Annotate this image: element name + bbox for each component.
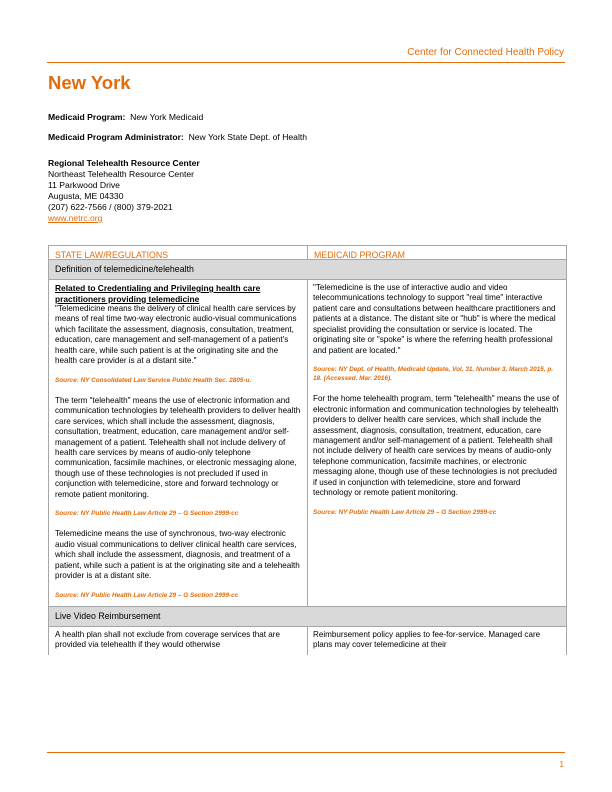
source-citation: Source: NY Dept. of Health, Medicaid Update, Vol. 31, Number 3, March 2015, p. 18. (Accessed. Mar. 2016). bbox=[313, 366, 554, 383]
paragraph: Telemedicine means the use of synchronous, two-way electronic audio visual communications to deliver clinical health care services, which shall include the assessment, diagnosis, and treatment of a patient, while such a patient is at the originating site and a telehealth provider is at a distant site. bbox=[55, 529, 300, 581]
section-title-definition: Definition of telemedicine/telehealth bbox=[49, 260, 566, 279]
medicaid-admin-label: Medicaid Program Administrator: bbox=[48, 132, 184, 142]
rtrc-line: 11 Parkwood Drive bbox=[48, 180, 120, 190]
cell-state-law-definition bbox=[49, 280, 308, 606]
footer-rule bbox=[47, 752, 565, 753]
cell-medicaid-live-video bbox=[308, 627, 566, 655]
source-citation: Source: NY Public Health Law Article 29 – G Section 2999-cc bbox=[55, 591, 239, 599]
medicaid-admin bbox=[48, 132, 307, 143]
rtrc-line: Northeast Telehealth Resource Center bbox=[48, 169, 195, 179]
state-title: New York bbox=[48, 72, 131, 93]
subheading-credentialing: Related to Credentialing and Privileging health care practitioners providing telemedicine bbox=[55, 283, 261, 304]
table-header-row bbox=[49, 246, 566, 260]
header-org: Center for Connected Health Policy bbox=[407, 47, 564, 58]
header-rule bbox=[47, 62, 565, 63]
paragraph: For the home telehealth program, term "telehealth" means the use of electronic information and communication technologies by telehealth providers to deliver health care services, which shall include the assessment, diagnosis, consultation, treatment, education, care management and/or self-management of a patient. Telehealth shall not include delivery of health care services by means of audio-only telephone communication, facsimile machines, or electronic messaging alone, though use of these technologies is not precluded if used in conjunction with telemedicine, store and forward technology or remote patient monitoring. bbox=[313, 394, 559, 498]
paragraph: The term "telehealth" means the use of electronic information and communication technologies by telehealth providers to deliver health care services, which shall include the assessment, diagnosis, consultation, treatment, education, care management and/or self-management of a patient. Telehealth shall not include delivery of health care services by means of audio-only telephone communication, facsimile machines, or electronic messaging alone, though use of these technologies is not precluded if used in conjunction with telemedicine, store and forward technology or remote patient monitoring. bbox=[55, 395, 301, 499]
rtrc-line: (207) 622-7566 / (800) 379-2021 bbox=[48, 202, 173, 212]
medicaid-program bbox=[48, 112, 203, 123]
policy-table bbox=[48, 245, 567, 655]
paragraph: Reimbursement policy applies to fee-for-service. Managed care plans may cover telemedicine at their bbox=[313, 629, 541, 649]
rtrc-title: Regional Telehealth Resource Center bbox=[48, 158, 200, 168]
rtrc-link[interactable]: www.netrc.org bbox=[48, 213, 103, 223]
source-citation: Source: NY Consolidated Law Service Public Health Sec. 2805-u. bbox=[55, 376, 252, 384]
rtrc-block bbox=[48, 158, 200, 224]
source-citation: Source: NY Public Health Law Article 29 – G Section 2999-cc bbox=[55, 510, 239, 518]
section-title-live-video: Live Video Reimbursement bbox=[49, 607, 566, 626]
col-header-medicaid: MEDICAID PROGRAM bbox=[314, 250, 405, 260]
paragraph: "Telemedicine means the delivery of clinical health care services by means of real time two-way electronic audio-visual communications which facilitate the assessment, diagnosis, consultation, treatment, education, care management and self-management of a patient's health care, while such patient is at the originating site and the health care provider is at a distant site." bbox=[55, 304, 297, 366]
cell-medicaid-definition bbox=[308, 280, 566, 606]
table-row-definition bbox=[49, 280, 566, 607]
section-row-definition bbox=[49, 260, 566, 280]
paragraph: A health plan shall not exclude from coverage services that are provided via telehealth if they would otherwise bbox=[55, 629, 280, 649]
source-citation: Source: NY Public Health Law Article 29 – G Section 2999-cc bbox=[313, 508, 497, 516]
col-header-state-law: STATE LAW/REGULATIONS bbox=[49, 246, 308, 259]
medicaid-admin-value: New York State Dept. of Health bbox=[188, 132, 308, 142]
paragraph: "Telemedicine is the use of interactive audio and video telecommunications technology to support "real time" interactive patient care and consultations between healthcare practitioners and patients at a distance. The distant site or "hub" is where the medical specialist providing the consultation or service is located. The originating site or "spoke" is where the referring health professional and patient are located." bbox=[313, 283, 556, 355]
rtrc-line: Augusta, ME 04330 bbox=[48, 191, 124, 201]
cell-state-law-live-video bbox=[49, 627, 308, 655]
page-number: 1 bbox=[559, 760, 564, 769]
medicaid-program-label: Medicaid Program: bbox=[48, 112, 126, 122]
medicaid-program-value: New York Medicaid bbox=[130, 112, 204, 122]
section-row-live-video bbox=[49, 607, 566, 627]
table-row-live-video bbox=[49, 627, 566, 655]
